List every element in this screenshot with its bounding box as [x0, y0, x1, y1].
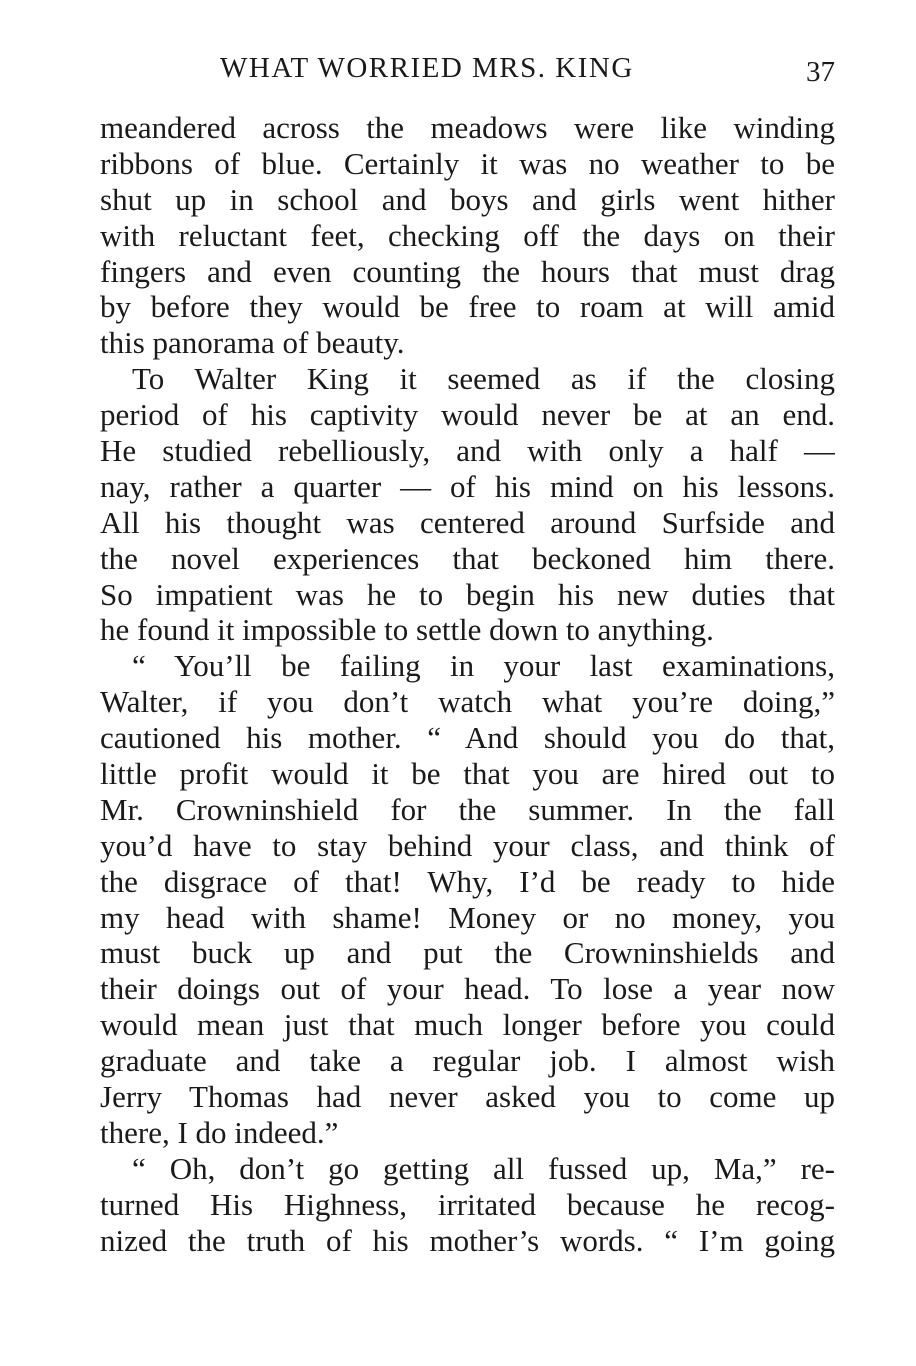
text-line: graduate and take a regular job. I almost wish: [100, 1043, 835, 1079]
page-number: 37: [806, 56, 835, 88]
text-line: he found it impossible to settle down to anything.: [100, 612, 714, 648]
text-line: period of his captivity would never be at an end.: [100, 397, 835, 433]
text-line: little profit would it be that you are hired out to: [100, 756, 835, 792]
page-header: [100, 52, 835, 92]
text-line: nized the truth of his mother’s words. “ I’m going: [100, 1222, 835, 1258]
text-line: To Walter King it seemed as if the closing: [132, 361, 835, 397]
text-line: turned His Highness, irritated because he recog-: [100, 1186, 835, 1222]
text-line: the novel experiences that beckoned him there.: [100, 540, 835, 576]
text-line: cautioned his mother. “ And should you do that,: [100, 720, 835, 756]
text-line: their doings out of your head. To lose a year now: [100, 971, 835, 1007]
text-line: meandered across the meadows were like winding: [100, 110, 835, 145]
text-line: there, I do indeed.”: [100, 1114, 339, 1150]
text-line: Mr. Crowninshield for the summer. In the fall: [100, 791, 835, 827]
text-line: Walter, if you don’t watch what you’re doing,”: [100, 684, 835, 720]
text-line: He studied rebelliously, and with only a half —: [100, 433, 835, 469]
text-line: by before they would be free to roam at will amid: [100, 289, 835, 325]
text-line: “ You’ll be failing in your last examinations,: [132, 648, 835, 684]
text-line: this panorama of beauty.: [100, 325, 405, 361]
text-line: shut up in school and boys and girls went hither: [100, 181, 835, 217]
text-line: would mean just that much longer before you could: [100, 1007, 835, 1043]
text-line: my head with shame! Money or no money, you: [100, 899, 835, 935]
text-line: fingers and even counting the hours that must drag: [100, 253, 835, 289]
text-line: “ Oh, don’t go getting all fussed up, Ma,” re-: [132, 1150, 835, 1186]
body-text: [100, 110, 835, 1259]
text-line: All his thought was centered around Surfside and: [100, 504, 835, 540]
text-line: must buck up and put the Crowninshields and: [100, 935, 835, 971]
text-line: you’d have to stay behind your class, and think of: [100, 827, 835, 863]
text-line: nay, rather a quarter — of his mind on his lessons.: [100, 468, 835, 504]
text-line: So impatient was he to begin his new duties that: [100, 576, 835, 612]
text-line: the disgrace of that! Why, I’d be ready to hide: [100, 863, 835, 899]
text-line: Jerry Thomas had never asked you to come up: [100, 1079, 835, 1115]
running-head: WHAT WORRIED MRS. KING: [220, 52, 634, 84]
text-line: ribbons of blue. Certainly it was no weather to be: [100, 145, 835, 181]
text-line: with reluctant feet, checking off the days on their: [100, 217, 835, 253]
